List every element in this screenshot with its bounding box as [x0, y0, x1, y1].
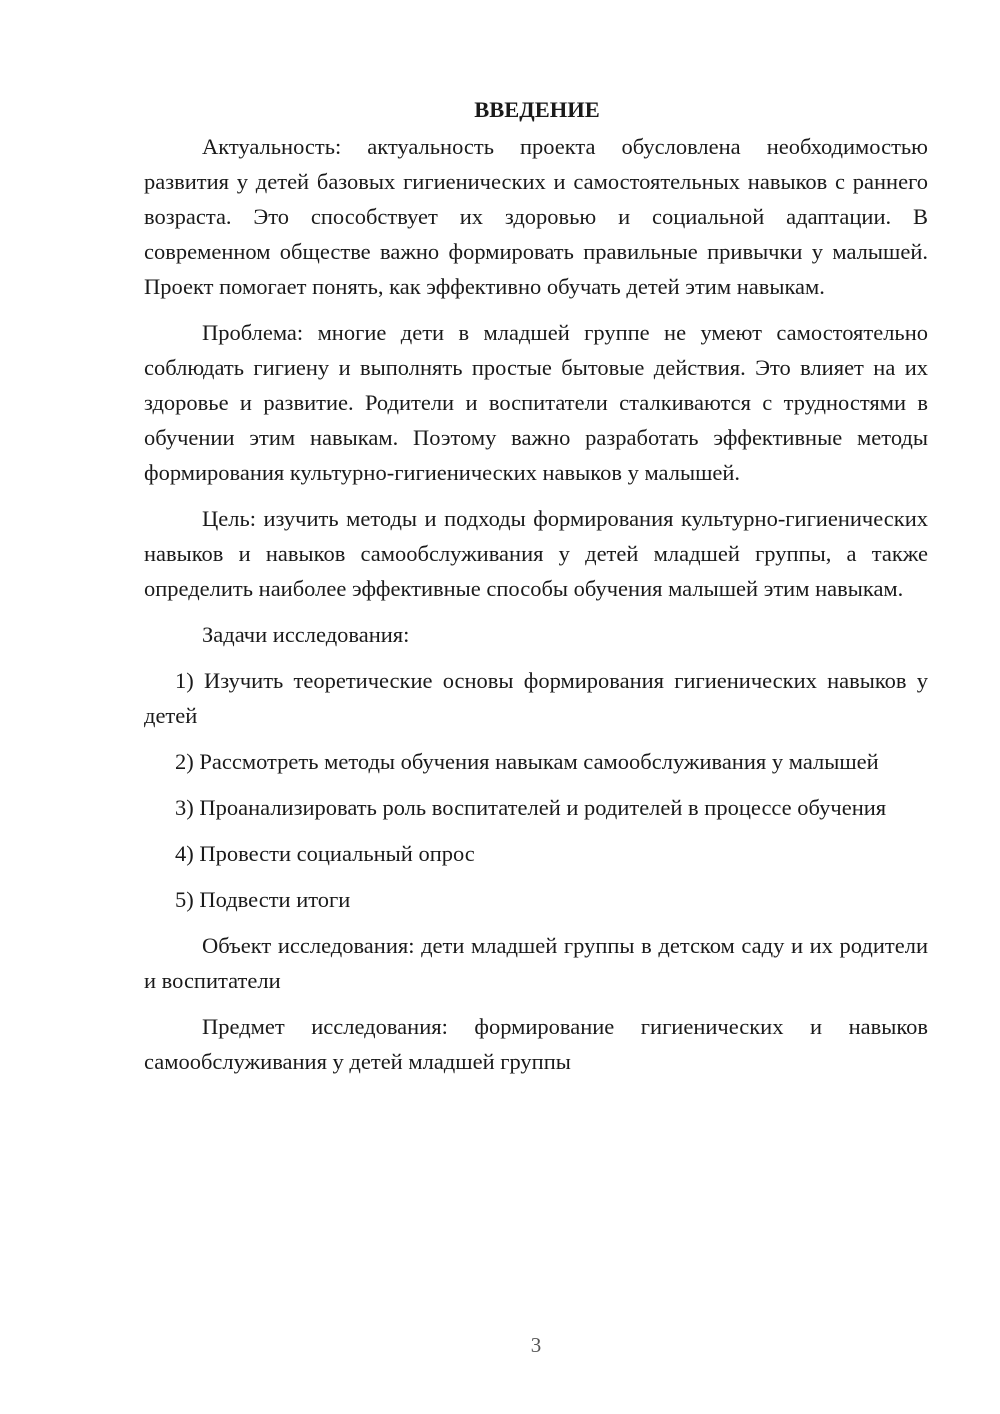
task-item-4: 4) Провести социальный опрос [175, 841, 475, 866]
paragraph-goal: Цель: изучить методы и подходы формирования культурно-гигиенических навыков и навыков самообслуживания у детей младшей группы, а также определить наиболее эффективные способы обучения малышей этим навыкам. [144, 506, 928, 601]
paragraph-relevance: Актуальность: актуальность проекта обусловлена необходимостью развития у детей базовых гигиенических и самостоятельных навыков с раннего возраста. Это способствует их здоровью и социальной адаптации. В современном обществе важно формировать правильные привычки у малышей. Проект помогает понять, как эффективно обучать детей этим навыкам. [144, 134, 928, 299]
paragraph-subject: Предмет исследования: формирование гигиенических и навыков самообслуживания у детей младшей группы [144, 1014, 928, 1074]
task-item-3: 3) Проанализировать роль воспитателей и родителей в процессе обучения [175, 795, 887, 820]
document-page [144, 92, 928, 1090]
section-title: ВВЕДЕНИЕ [474, 97, 600, 122]
task-item-2: 2) Рассмотреть методы обучения навыкам самообслуживания у малышей [175, 749, 879, 774]
paragraph-tasks-heading: Задачи исследования: [202, 622, 410, 647]
paragraph-problem: Проблема: многие дети в младшей группе не умеют самостоятельно соблюдать гигиену и выполнять простые бытовые действия. Это влияет на их здоровье и развитие. Родители и воспитатели сталкиваются с трудностями в обучении этим навыкам. Поэтому важно разработать эффективные методы формирования культурно-гигиенических навыков у малышей. [144, 320, 928, 485]
paragraph-object: Объект исследования: дети младшей группы в детском саду и их родители и воспитатели [144, 933, 928, 993]
task-item-5: 5) Подвести итоги [175, 887, 351, 912]
task-item-1: 1) Изучить теоретические основы формирования гигиенических навыков у детей [144, 668, 928, 728]
page-number: 3 [530, 1333, 542, 1357]
